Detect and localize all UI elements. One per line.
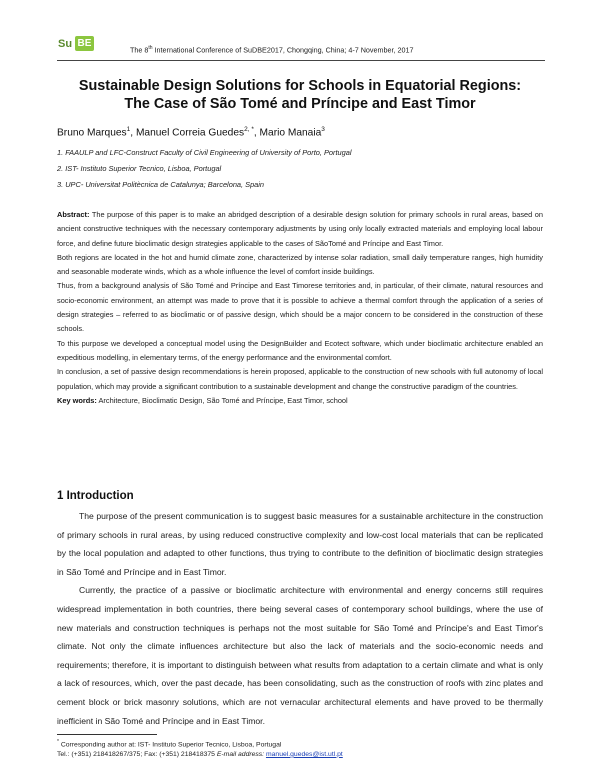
author-3-sup: 3: [321, 126, 325, 133]
footnote: [57, 738, 343, 759]
abstract-label: Abstract:: [57, 210, 90, 219]
author-list: [57, 126, 325, 138]
footnote-line-2: [57, 750, 343, 760]
header-sup: th: [148, 45, 153, 51]
header-rule: [57, 60, 545, 61]
author-1-sup: 1: [126, 126, 131, 133]
section-heading-introduction: 1 Introduction: [57, 490, 134, 502]
abstract-paragraph-4: To this purpose we developed a conceptual model using the DesignBuilder and Ecotect software, which under bioclimatic architecture enabled an expeditious modelling, in elementary terms, of the energy performance and the environmental comfort.: [57, 338, 543, 362]
logo-text-right: BE: [75, 36, 94, 51]
title-line-2: The Case of São Tomé and Príncipe and East Timor: [124, 96, 476, 112]
keywords-text: Architecture, Bioclimatic Design, São Tomé and Príncipe, East Timor, school: [96, 395, 348, 405]
footnote-email-label: E-mail address:: [216, 750, 265, 758]
abstract-paragraph-1: [57, 208, 543, 251]
author-2-sup: 2, *: [244, 126, 254, 133]
footnote-text-1: Corresponding author at: IST- Instituto Superior Tecnico, Lisboa, Portugal: [58, 741, 282, 749]
abstract-paragraph-3: Thus, from a background analysis of São Tomé and Príncipe and East Timorese territories and, in particular, of their climate, natural resources and socio-economic environment, an attempt was made to prove that it is possible to achieve a thermal comfort through the application of a series of design strategies – referred to as bioclimatic or of passive design, which should be a major concern to be considered in the construction of these schools.: [57, 281, 543, 334]
abstract-paragraph-5: In conclusion, a set of passive design recommendations is herein proposed, applicable to the construction of new schools with full autonomy of local population, which may provide a significant contribution to a sustainable development and change the constructive paradigm of the countries.: [57, 367, 543, 391]
affiliation-1: 1. FAAULP and LFC-Construct Faculty of Civil Engineering of University of Porto, Portugal: [57, 148, 352, 157]
header-suffix: International Conference of SuDBE2017, Chongqing, China; 4-7 November, 2017: [152, 45, 414, 55]
footnote-email-link[interactable]: manuel.guedes@ist.utl.pt: [265, 750, 343, 758]
running-header: [130, 45, 413, 54]
footnote-phone: Tel.: (+351) 218418267/375; Fax: (+351) 218418375: [57, 750, 217, 758]
keywords-label: Key words:: [57, 395, 97, 405]
logo-text-left: Su: [58, 38, 73, 50]
intro-paragraph-2: Currently, the practice of a passive or bioclimatic architecture with environmental and energy concerns still requires widespread implementation in both countries, there being several cases of contemporary school buildings, where the use of new materials and construction techniques is perhaps not the most suitable for São Tomé and Príncipe's and East Timor's climate. Not only the climate influences architecture but also the lack of materials and the socio-economic needs and requirements; therefore, it is important to distinguish between what results from adaptation to a certain climate and what is only a lack of resources, which, over the past decade, has been consolidating, such as the construction of roofs with zinc plates and cement block or brick masonry solutions, which are not vernacular architectural elements and have proved to be thermally inefficient in São Tomé and Príncipe and in East Timor.: [57, 585, 543, 726]
keywords: [57, 394, 543, 408]
affiliation-2: 2. IST- Instituto Superior Tecnico, Lisboa, Portugal: [57, 164, 222, 173]
abstract-paragraph-2: Both regions are located in the hot and humid climate zone, characterized by intense solar radiation, small daily temperature ranges, high humidity and seasonable moderate winds, which as a whole influence the level of comfort inside buildings.: [57, 252, 543, 277]
abstract-text-1: The purpose of this paper is to make an abridged description of a desirable design solution for primary schools in rural areas, based on ancient constructive techniques with the necessary contemporary adjustments by using only locally extracted materials and employing local labour force, and define future bioclimatic design strategies applicable to the cases of SãoTomé and Príncipe and East Timor.: [57, 210, 543, 248]
author-2: , Manuel Correia Guedes: [130, 127, 245, 139]
paper-title: [40, 77, 560, 113]
intro-paragraph-1: The purpose of the present communication is to suggest basic measures for a sustainable architecture in the construction of primary schools in rural areas, by using reduced constructive complexity and low-cost local materials that can be replicated by the local population and adapted to other functions, thus trying to contribute to the definition of bioclimatic design strategies in São Tomé and Príncipe and in East Timor.: [57, 511, 543, 577]
footnote-line-1: [57, 738, 343, 750]
abstract: [57, 208, 543, 408]
author-1: Bruno Marques: [57, 127, 127, 139]
title-line-1: Sustainable Design Solutions for Schools in Equatorial Regions:: [78, 78, 522, 94]
footnote-rule: [57, 734, 157, 735]
sudbe-logo: [58, 36, 96, 56]
affiliation-3: 3. UPC- Universitat Politècnica de Catalunya; Barcelona, Spain: [57, 180, 265, 189]
introduction-body: [57, 507, 543, 730]
author-3: , Mario Manaia: [253, 127, 322, 139]
header-prefix: The 8: [130, 45, 149, 55]
footnote-mark: *: [57, 739, 59, 745]
